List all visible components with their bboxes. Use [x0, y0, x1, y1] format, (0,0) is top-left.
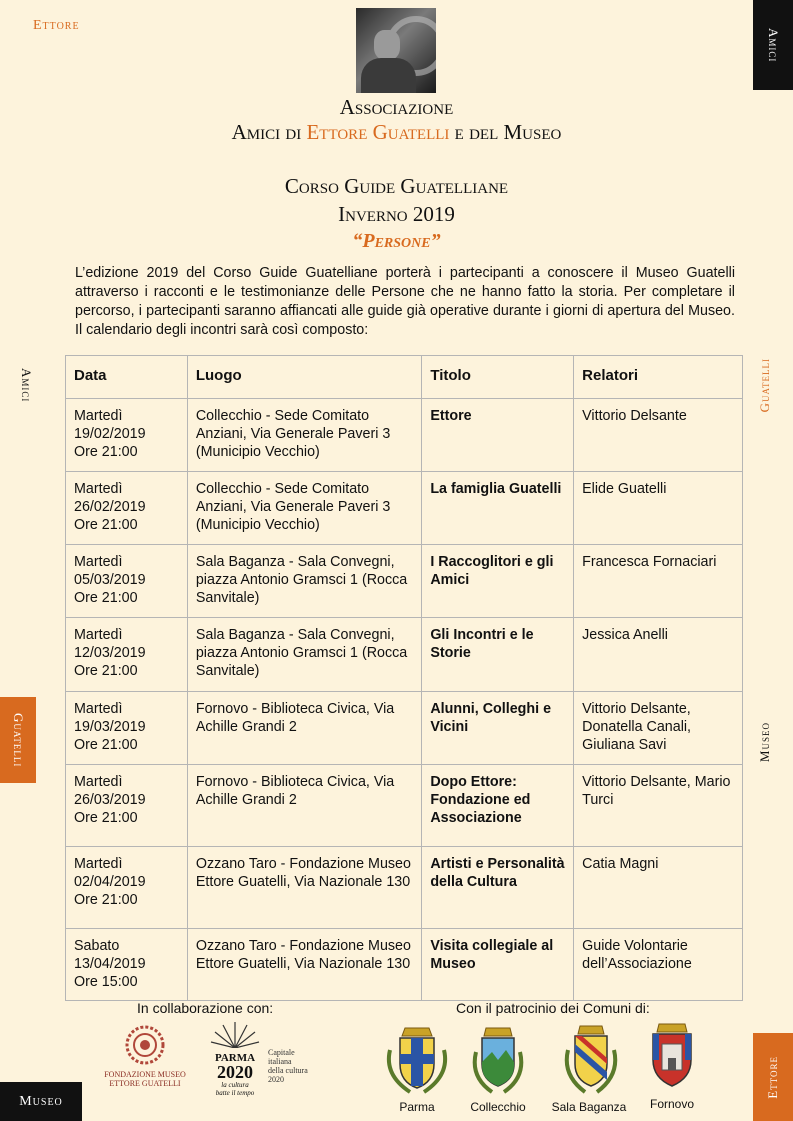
course-season: Inverno 2019: [338, 202, 455, 226]
cell-luogo: Ozzano Taro - Fondazione Museo Ettore Guatelli, Via Nazionale 130: [187, 847, 421, 929]
date-time: Ore 21:00: [74, 444, 138, 461]
cell-luogo: Fornovo - Biblioteca Civica, Via Achille Grandi 2: [187, 692, 421, 765]
cell-titolo: Dopo Ettore: Fondazione ed Associazione: [422, 765, 574, 847]
date-time: Ore 21:00: [74, 892, 138, 909]
cell-relatori: Catia Magni: [574, 847, 743, 929]
date-day: Martedì: [74, 408, 123, 424]
portrait-photo: [356, 8, 436, 93]
header-titolo: Titolo: [422, 356, 574, 399]
cell-relatori: Guide Volontarie dell’Associazione: [574, 929, 743, 1001]
side-tab-ettore-bottom: Ettore: [753, 1033, 793, 1121]
cell-relatori: Vittorio Delsante, Mario Turci: [574, 765, 743, 847]
parma2020-logo: PARMA 2020 la cultura batte il tempo: [205, 1022, 265, 1102]
date-time: Ore 21:00: [74, 810, 138, 827]
cell-luogo: Sala Baganza - Sala Convegni, piazza Antonio Gramsci 1 (Rocca Sanvitale): [187, 618, 421, 692]
date-day: Martedì: [74, 701, 123, 717]
cell-relatori: Vittorio Delsante: [574, 399, 743, 472]
table-row: [66, 847, 743, 929]
sunburst-icon: [209, 1022, 261, 1048]
association-name-highlight: Ettore Guatelli: [306, 120, 450, 144]
cell-luogo: Ozzano Taro - Fondazione Museo Ettore Guatelli, Via Nazionale 130: [187, 929, 421, 1001]
date-day: Martedì: [74, 554, 123, 570]
capitale-cultura-text: Capitale italiana della cultura 2020: [268, 1048, 308, 1084]
cell-date: [66, 472, 188, 545]
side-tab-guatelli-left: Guatelli: [0, 697, 36, 783]
cell-date: [66, 618, 188, 692]
cell-titolo: La famiglia Guatelli: [422, 472, 574, 545]
cell-date: [66, 692, 188, 765]
date-date: 19/03/2019: [74, 719, 146, 736]
date-date: 19/02/2019: [74, 426, 146, 443]
cell-relatori: Jessica Anelli: [574, 618, 743, 692]
table-row: [66, 929, 743, 1001]
city-label-sala-baganza: Sala Baganza: [551, 1100, 627, 1114]
date-date: 12/03/2019: [74, 645, 146, 662]
date-time: Ore 21:00: [74, 737, 138, 754]
date-date: 26/02/2019: [74, 499, 146, 516]
date-day: Martedì: [74, 627, 123, 643]
association-name: Amici di Ettore Guatelli e del Museo: [231, 120, 562, 144]
intro-paragraph: L’edizione 2019 del Corso Guide Guatelliane porterà i partecipanti a conoscere il Museo Guatelli attraverso i racconti e le testimonianze delle Persone che ne hanno fatto la storia. Per completare il percorso, i partecipanti saranno affiancati alle guide già operative durante i giorni di apertura del Museo. Il calendario degli incontri sarà così composto:: [75, 265, 735, 338]
date-day: Sabato: [74, 938, 120, 954]
table-row: [66, 399, 743, 472]
date-day: Martedì: [74, 481, 123, 497]
header-luogo: Luogo: [187, 356, 421, 399]
date-day: Martedì: [74, 774, 123, 790]
cell-date: [66, 765, 188, 847]
course-title: Corso Guide Guatelliane: [284, 174, 509, 198]
cell-luogo: Collecchio - Sede Comitato Anziani, Via Generale Paveri 3 (Municipio Vecchio): [187, 399, 421, 472]
collecchio-crest-icon: [468, 1022, 528, 1096]
cell-titolo: Alunni, Colleghi e Vicini: [422, 692, 574, 765]
date-time: Ore 21:00: [74, 590, 138, 607]
date-time: Ore 21:00: [74, 517, 138, 534]
cell-titolo: Artisti e Personalità della Cultura: [422, 847, 574, 929]
city-label-fornovo: Fornovo: [649, 1097, 695, 1111]
date-date: 02/04/2019: [74, 874, 146, 891]
side-label-amici-left: Amici: [19, 367, 34, 403]
patronage-label: Con il patrocinio dei Comuni di:: [456, 1000, 650, 1016]
date-time: Ore 15:00: [74, 974, 138, 991]
cell-luogo: Fornovo - Biblioteca Civica, Via Achille Grandi 2: [187, 765, 421, 847]
rosette-icon: [123, 1025, 167, 1065]
cell-luogo: Collecchio - Sede Comitato Anziani, Via Generale Paveri 3 (Municipio Vecchio): [187, 472, 421, 545]
city-label-collecchio: Collecchio: [470, 1100, 526, 1114]
parma-crest-icon: [380, 1020, 454, 1096]
sala-baganza-crest-icon: [560, 1020, 622, 1096]
side-label-guatelli-right: Guatelli: [757, 357, 772, 413]
header-data: Data: [66, 356, 188, 399]
table-row: [66, 545, 743, 618]
table-row: [66, 765, 743, 847]
corner-label-ettore: Ettore: [33, 18, 80, 33]
cell-relatori: Vittorio Delsante, Donatella Canali, Giuliana Savi: [574, 692, 743, 765]
cell-date: [66, 929, 188, 1001]
date-date: 05/03/2019: [74, 572, 146, 589]
table-header-row: [66, 356, 743, 399]
date-date: 26/03/2019: [74, 792, 146, 809]
course-theme: “Persone”: [352, 230, 441, 252]
association-label: Associazione: [339, 95, 454, 119]
table-row: [66, 472, 743, 545]
cell-titolo: I Raccoglitori e gli Amici: [422, 545, 574, 618]
cell-relatori: Francesca Fornaciari: [574, 545, 743, 618]
date-day: Martedì: [74, 856, 123, 872]
side-tab-amici-top: Amici: [753, 0, 793, 90]
cell-relatori: Elide Guatelli: [574, 472, 743, 545]
cell-titolo: Visita collegiale al Museo: [422, 929, 574, 1001]
date-date: 13/04/2019: [74, 956, 146, 973]
fondazione-logo: FONDAZIONE MUSEO ETTORE GUATELLI: [100, 1025, 190, 1095]
header-relatori: Relatori: [574, 356, 743, 399]
cell-luogo: Sala Baganza - Sala Convegni, piazza Antonio Gramsci 1 (Rocca Sanvitale): [187, 545, 421, 618]
date-time: Ore 21:00: [74, 663, 138, 680]
cell-titolo: Gli Incontri e le Storie: [422, 618, 574, 692]
table-row: [66, 618, 743, 692]
fornovo-crest-icon: [647, 1020, 697, 1090]
city-label-parma: Parma: [399, 1100, 435, 1114]
side-label-museo-right: Museo: [757, 721, 772, 763]
cell-titolo: Ettore: [422, 399, 574, 472]
cell-date: [66, 847, 188, 929]
corner-label-museo: Museo: [0, 1082, 82, 1121]
cell-date: [66, 545, 188, 618]
table-row: [66, 692, 743, 765]
calendar-table: [65, 355, 743, 1001]
cell-date: [66, 399, 188, 472]
collab-label: In collaborazione con:: [137, 1000, 274, 1016]
